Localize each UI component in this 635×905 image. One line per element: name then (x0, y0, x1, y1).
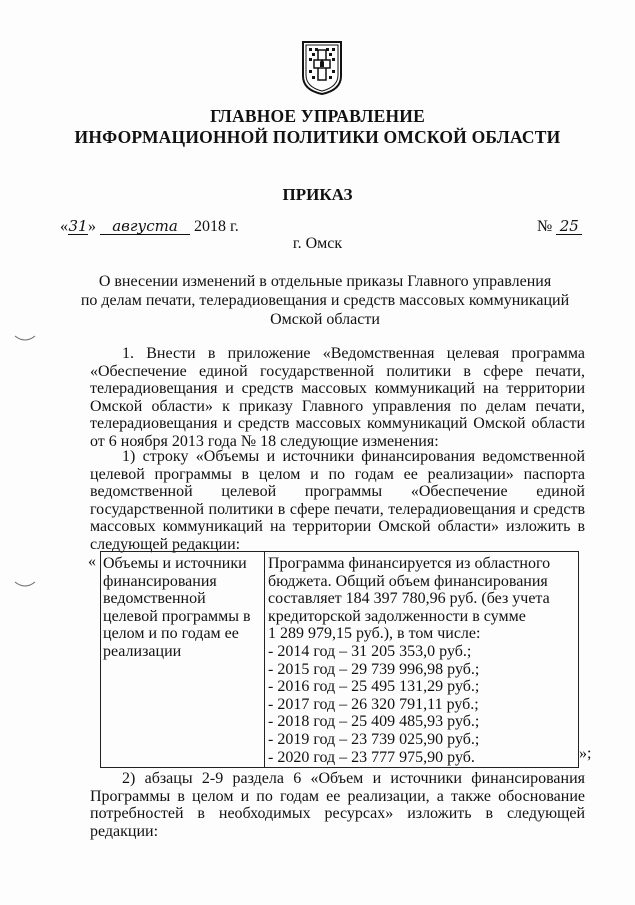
date-day: 31 (68, 217, 88, 235)
paragraph-3 (90, 770, 585, 840)
cell-line: - 2018 год – 25 409 485,93 руб.; (268, 713, 480, 731)
order-subject (70, 272, 580, 329)
subject-line: Омской области (270, 311, 380, 328)
table-quote-close: »; (579, 745, 592, 762)
city: г. Омск (292, 235, 343, 252)
org-name-line2: ИНФОРМАЦИОННОЙ ПОЛИТИКИ ОМСКОЙ ОБЛАСТИ (74, 127, 561, 147)
cell-line: Программа финансируется из областного (268, 555, 551, 572)
subject-line: по делам печати, телерадиовещания и средств массовых коммуникаций (80, 292, 570, 309)
cell-line: бюджета. Общий объем финансирования (268, 572, 548, 590)
cell-line: кредиторской задолженности в сумме (268, 607, 526, 625)
number-value: 25 (556, 218, 582, 235)
cell-line: - 2016 год – 25 495 131,29 руб.; (268, 678, 480, 696)
cell-line: целом и по годам ее (103, 625, 239, 643)
table-cell-label (103, 555, 260, 661)
cell-line: целевой программы в (103, 607, 251, 625)
paragraph-text: 1. Внести в приложение «Ведомственная целевая программа «Обеспечение единой государственной политики в сфере печати, телерадиовещания и средств массовых коммуникаций на территории Омской области» к приказу Главного управления по делам печати, телерадиовещания и средств массовых коммуникаций Омской области от 6 ноября 2013 года № 18 следующие изменения: (90, 345, 585, 450)
date-year: 2018 г. (194, 218, 239, 235)
table-cell-value (268, 555, 573, 766)
cell-line: финансирования (103, 572, 217, 590)
number-label: № (537, 218, 553, 235)
order-date (60, 218, 239, 236)
cell-line: реализации (103, 642, 182, 660)
paragraph-text: 2) абзацы 2-9 раздела 6 «Объем и источники финансирования Программы в целом и по годам ее реализации, а также обоснование потребностей в необходимых ресурсах» изложить в следующей редакции: (90, 770, 585, 840)
subject-line: О внесении изменений в отдельные приказы Главного управления (98, 273, 552, 290)
punch-hole-mark (14, 580, 36, 590)
org-name-line1: ГЛАВНОЕ УПРАВЛЕНИЕ (210, 106, 425, 126)
paragraph-2 (90, 448, 585, 554)
cell-line: ведомственной (103, 590, 206, 608)
table-column-divider (264, 552, 265, 767)
cell-line: - 2019 год – 23 739 025,90 руб.; (268, 730, 480, 748)
document-title: ПРИКАЗ (282, 185, 353, 204)
date-quote-close: » (88, 218, 96, 235)
punch-hole-mark (14, 334, 36, 344)
cell-line: - 2017 год – 26 320 791,11 руб.; (268, 695, 479, 713)
order-number (537, 218, 582, 236)
cell-line: - 2020 год – 23 777 975,90 руб. (268, 748, 475, 766)
cell-line: составляет 184 397 780,96 руб. (без учета (268, 590, 550, 608)
date-quote-open: « (60, 218, 68, 235)
cell-line: 1 289 979,15 руб.), в том числе: (268, 625, 481, 643)
table-quote-open: « (88, 553, 96, 570)
cell-line: Объемы и источники (103, 555, 247, 572)
cell-line: - 2014 год – 31 205 353,0 руб.; (268, 642, 472, 660)
cell-line: - 2015 год – 29 739 996,98 руб.; (268, 660, 480, 678)
date-month: августа (100, 218, 190, 235)
coat-of-arms-icon (301, 40, 343, 96)
paragraph-text: 1) строку «Объемы и источники финансирования ведомственной целевой программы в целом и по годам ее реализации» паспорта ведомственной целевой программы «Обеспечение единой государственной политики в сфере печати, телерадиовещания и средств массовых коммуникаций на территории Омской области» изложить в следующей редакции: (90, 448, 585, 553)
paragraph-1 (90, 345, 585, 451)
